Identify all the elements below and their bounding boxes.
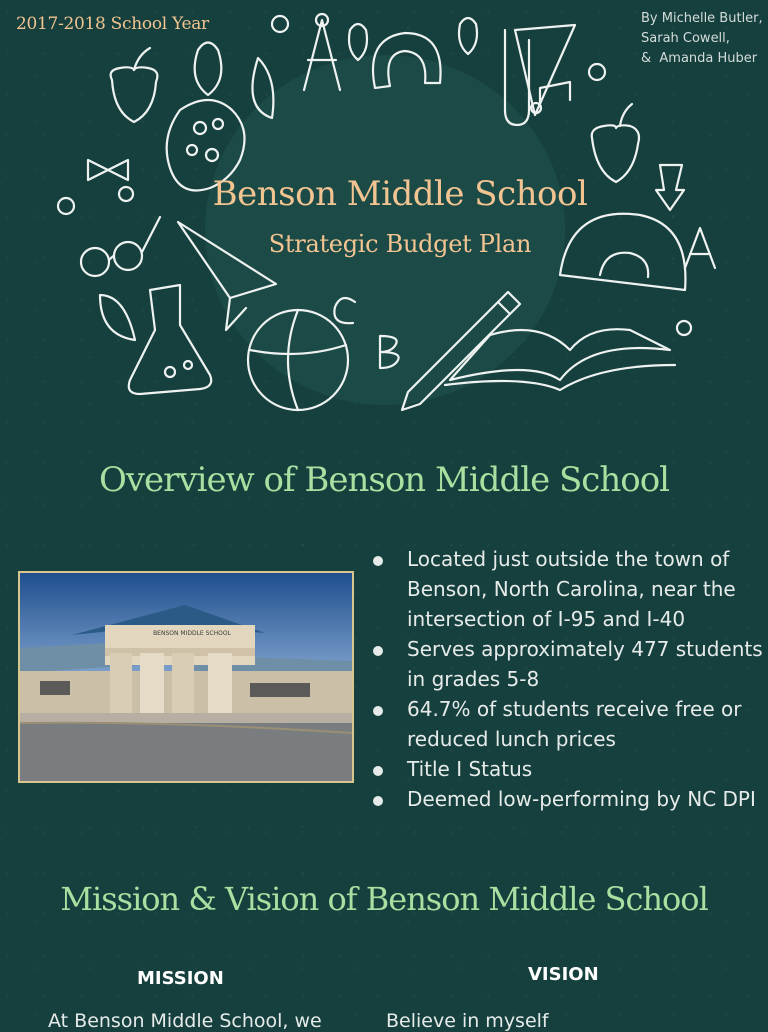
bullet-dot-icon [373,556,383,566]
pushpin-icon [656,165,684,210]
mission-text: At Benson Middle School, we [48,1010,322,1032]
glasses-icon [81,217,160,276]
apple-icon [111,48,158,122]
list-item [373,544,763,634]
mission-vision-heading: Mission & Vision of Benson Middle School [60,880,708,918]
authors-credit: By Michelle Butler, Sarah Cowell, & Amanda Huber [641,11,763,66]
bullet-text: 64.7% of students receive free or reduced lunch prices [407,697,742,751]
school-building-photo [18,571,354,783]
bullet-text: Located just outside the town of Benson, North Carolina, near the intersection of I-95 and I-40 [407,547,736,631]
school-doodles-illustration [40,0,730,440]
apple-icon [592,104,639,182]
bullet-dot-icon [373,706,383,716]
school-year-label: 2017-2018 School Year [16,14,209,34]
bow-icon [88,160,128,180]
bullet-text: Title I Status [407,757,533,781]
bullet-text: Serves approximately 477 students in grades 5-8 [407,637,763,691]
list-item [373,694,763,754]
overview-bullet-list [373,544,763,814]
letter-a-icon [685,228,715,268]
document-subtitle: Strategic Budget Plan [268,230,532,258]
list-item [373,634,763,694]
overview-heading: Overview of Benson Middle School [98,460,670,500]
vision-text: Believe in myself [386,1010,549,1032]
set-square-icon [515,25,575,115]
vision-label: VISION [528,964,599,985]
document-title: Benson Middle School [212,174,588,214]
bullet-text: Deemed low-performing by NC DPI [407,787,756,811]
flask-icon [129,285,212,394]
bullet-dot-icon [373,646,383,656]
bullet-dot-icon [373,766,383,776]
building-sign: BENSON MIDDLE SCHOOL [153,630,231,637]
list-item [373,754,763,784]
bullet-dot-icon [373,796,383,806]
mission-label: MISSION [137,968,224,989]
list-item [373,784,763,814]
